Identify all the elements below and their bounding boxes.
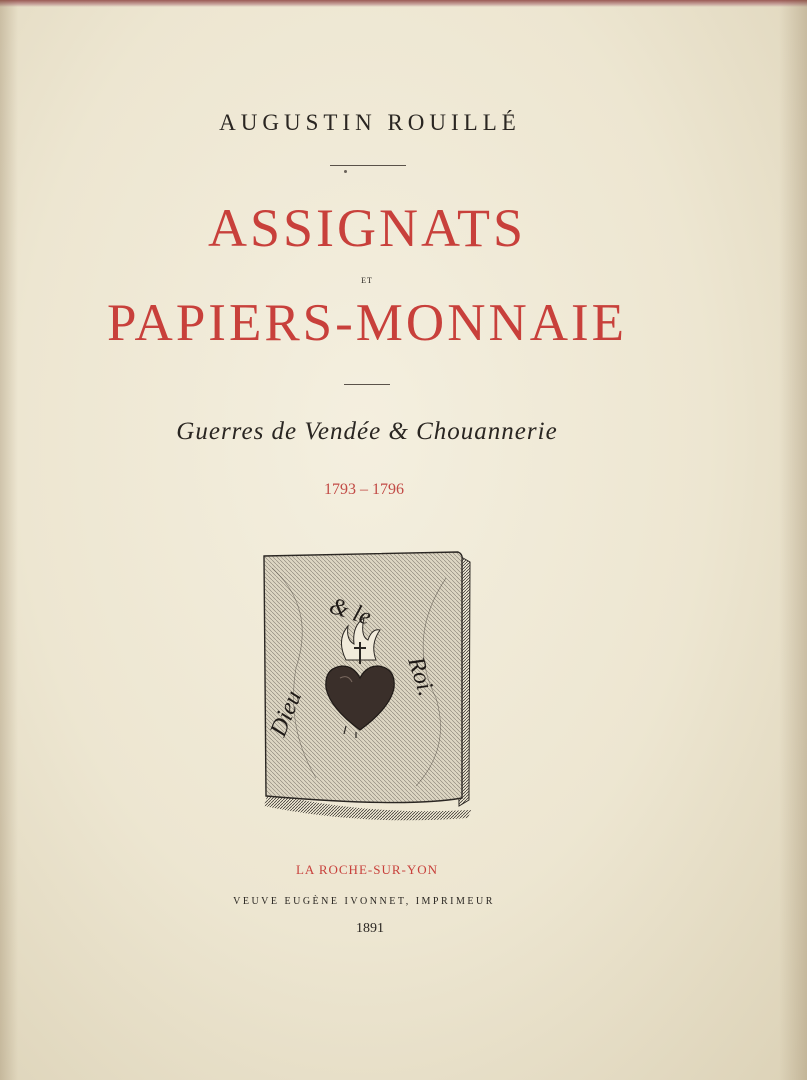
title-conjunction: ET — [361, 276, 373, 285]
imprint-place: LA ROCHE-SUR-YON — [295, 862, 439, 877]
motto-left: Dieu — [265, 687, 308, 741]
title-line-2: PAPIERS-MONNAIE — [106, 294, 628, 352]
sacred-heart-book-vignette — [256, 548, 476, 828]
subtitle: Guerres de Vendée & Chouannerie — [176, 418, 558, 445]
page-left-shadow — [0, 0, 18, 1080]
imprint-year: 1891 — [356, 921, 384, 936]
page-right-shadow — [779, 0, 807, 1080]
page-top-edge — [0, 0, 807, 7]
motto-top: & le — [326, 592, 375, 631]
motto-right: Roi. — [402, 653, 440, 700]
imprint-printer: VEUVE EUGÈNE IVONNET, IMPRIMEUR — [233, 896, 495, 907]
divider-rule — [330, 165, 406, 166]
author-name: AUGUSTIN ROUILLÉ — [219, 110, 521, 135]
title-line-1: ASSIGNATS — [207, 198, 527, 258]
ink-dot — [344, 170, 347, 173]
divider-rule — [344, 384, 390, 385]
date-range: 1793 – 1796 — [324, 481, 404, 498]
